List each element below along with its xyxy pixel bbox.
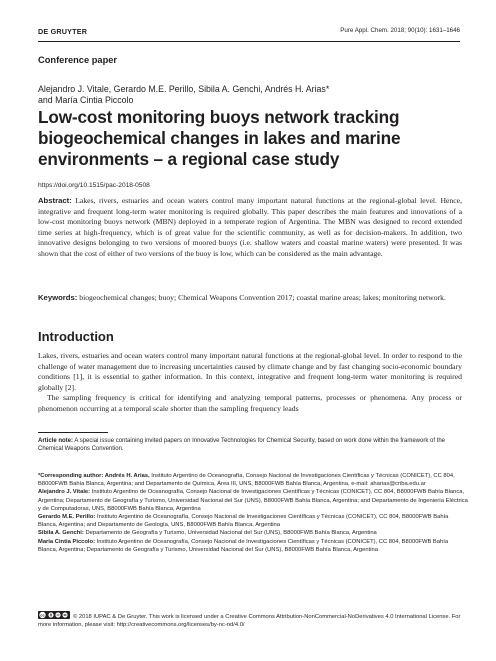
author-affiliations — [38, 472, 468, 554]
cc-by-nc-nd-badge-icon[interactable] — [38, 611, 70, 619]
article-note-label: Article note: — [38, 438, 74, 444]
introduction-body — [38, 351, 462, 415]
article-note-text: A special issue containing invited papers on Innovative Technologies for Chemical Security, based on work done within the framework of the Chemical Weapons Convention. — [38, 438, 446, 453]
affiliation-label: Alejandro J. Vitale: — [38, 489, 91, 496]
affiliation-text: Instituto Argentino de Oceanografía, Consejo Nacional de Investigaciones Científicas y Técnicas (CONICET), CC 804, B8000FWB Bahía Blanca, Argentina; and Departamento de Geología, UNS, B8000FWB Bahía Blanca, Argentina — [38, 514, 449, 529]
intro-paragraph-2: The sampling frequency is critical for identifying and analyzing temporal patterns, processes or phenomena. Any process or phenomenon occurring at a temporal scale shorter than the sampling frequency leads — [38, 393, 462, 413]
license-text: © 2018 IUPAC & De Gruyter. This work is licensed under a Creative Commons Attribution-NonCommercial-NoDerivatives 4.0 International License. For more information, please visit: http://creativecommons.org/licenses/by-nc-nd/4.0/ — [38, 614, 461, 629]
intro-paragraph-1: Lakes, rivers, estuaries and ocean waters control many important natural functions at the regional-global level. In order to respond to the challenge of water management due to increasing uncertainties caused by climate change and by fast changing socio-economic boundary conditions [1], it is essential to gather information. In this context, integrative and frequent long-term water monitoring is required globally [2]. — [38, 351, 462, 392]
affiliation-genchi — [38, 529, 468, 537]
author-line-1: Alejandro J. Vitale, Gerardo M.E. Perillo, Sibila A. Genchi, Andrés H. Arias* — [38, 84, 330, 94]
author-list — [38, 84, 468, 106]
affiliation-vitale — [38, 488, 468, 513]
footnote-rule — [38, 432, 108, 433]
author-line-2: and María Cintia Piccolo — [38, 95, 134, 105]
journal-citation: Pure Appl. Chem. 2018; 90(10): 1631–1646 — [340, 27, 460, 34]
publisher-name: DE GRUYTER — [38, 27, 88, 36]
affiliation-arias — [38, 472, 468, 488]
affiliation-text: Instituto Argentino de Oceanografía, Consejo Nacional de Investigaciones Científicas y Técnicas (CONICET), CC 804, B8000FWB Bahía Blanca, Argentina; and Departamento de Química, Área III, UNS, B8000FWB Bahía Blanca, Argentina, e-mail: aharias@criba.edu.ar — [38, 473, 455, 488]
article-note — [38, 437, 462, 454]
affiliation-text: Departamento de Geografía y Turismo, Universidad Nacional del Sur (UNS), B8000FWB Bahía Blanca, Argentina — [85, 530, 377, 537]
affiliation-perillo — [38, 513, 468, 529]
svg-text:cc: cc — [40, 612, 45, 618]
keywords-label: Keywords: — [38, 293, 78, 302]
abstract — [38, 196, 462, 260]
keywords — [38, 293, 462, 304]
license-statement — [38, 611, 468, 629]
section-heading-introduction: Introduction — [38, 329, 114, 344]
affiliation-label: Sibila A. Genchi: — [38, 530, 84, 537]
affiliation-text: Instituto Argentino de Oceanografía, Consejo Nacional de Investigaciones Científicas y Técnicas (CONICET), CC 804, B8000FWB Bahía Blanca, Argentina; Departamento de Geografía y Turismo, Universidad Nacional del Sur (UNS), B8000FWB Bahía Blanca, Argentina; and Departamento de Ingeniería Eléctrica y de Computadoras, UNS, B8000FWB Bahía Blanca, Argentina — [38, 489, 468, 512]
affiliation-piccolo — [38, 538, 468, 554]
affiliation-label: María Cintia Piccolo: — [38, 538, 96, 545]
doi-link[interactable]: https://doi.org/10.1515/pac-2018-0508 — [38, 182, 150, 189]
header-rule — [38, 41, 460, 42]
article-type: Conference paper — [38, 55, 118, 65]
affiliation-label: *Corresponding author: Andrés H. Arias, — [38, 473, 150, 479]
affiliation-label: Gerardo M.E. Perillo: — [38, 514, 96, 521]
keywords-text: biogeochemical changes; buoy; Chemical Weapons Convention 2017; coastal marine areas; lakes; monitoring network. — [79, 293, 446, 302]
paper-title: Low-cost monitoring buoys network tracking biogeochemical changes in lakes and marine environments – a regional case study — [38, 107, 401, 170]
abstract-label: Abstract: — [38, 196, 72, 205]
affiliation-text: Instituto Argentino de Oceanografía, Consejo Nacional de Investigaciones Científicas y Técnicas (CONICET), CC 804, B8000FWB Bahía Blanca, Argentina; Departamento de Geografía y Turismo, Universidad Nacional del Sur (UNS), B8000FWB Bahía Blanca, Argentina — [38, 538, 449, 553]
abstract-text: Lakes, rivers, estuaries and ocean waters control many important natural functions at the regional-global level. Hence, integrative and frequent long-term water monitoring is required globally. This paper describes the main features and innovations of a low-cost monitoring buoys network (MBN) deployed in a temperate region of Argentina. The MBN was designed to record extended time series at high-frequency, which is of great value for the scientific community, as well as for decision-makers. In addition, two innovative designs belonging to two versions of moored buoys (i.e. shallow waters and coastal marine waters) were presented. It was shown that the cost of either of two versions of the buoy is low, which can be considered as the main advantage. — [38, 196, 463, 258]
